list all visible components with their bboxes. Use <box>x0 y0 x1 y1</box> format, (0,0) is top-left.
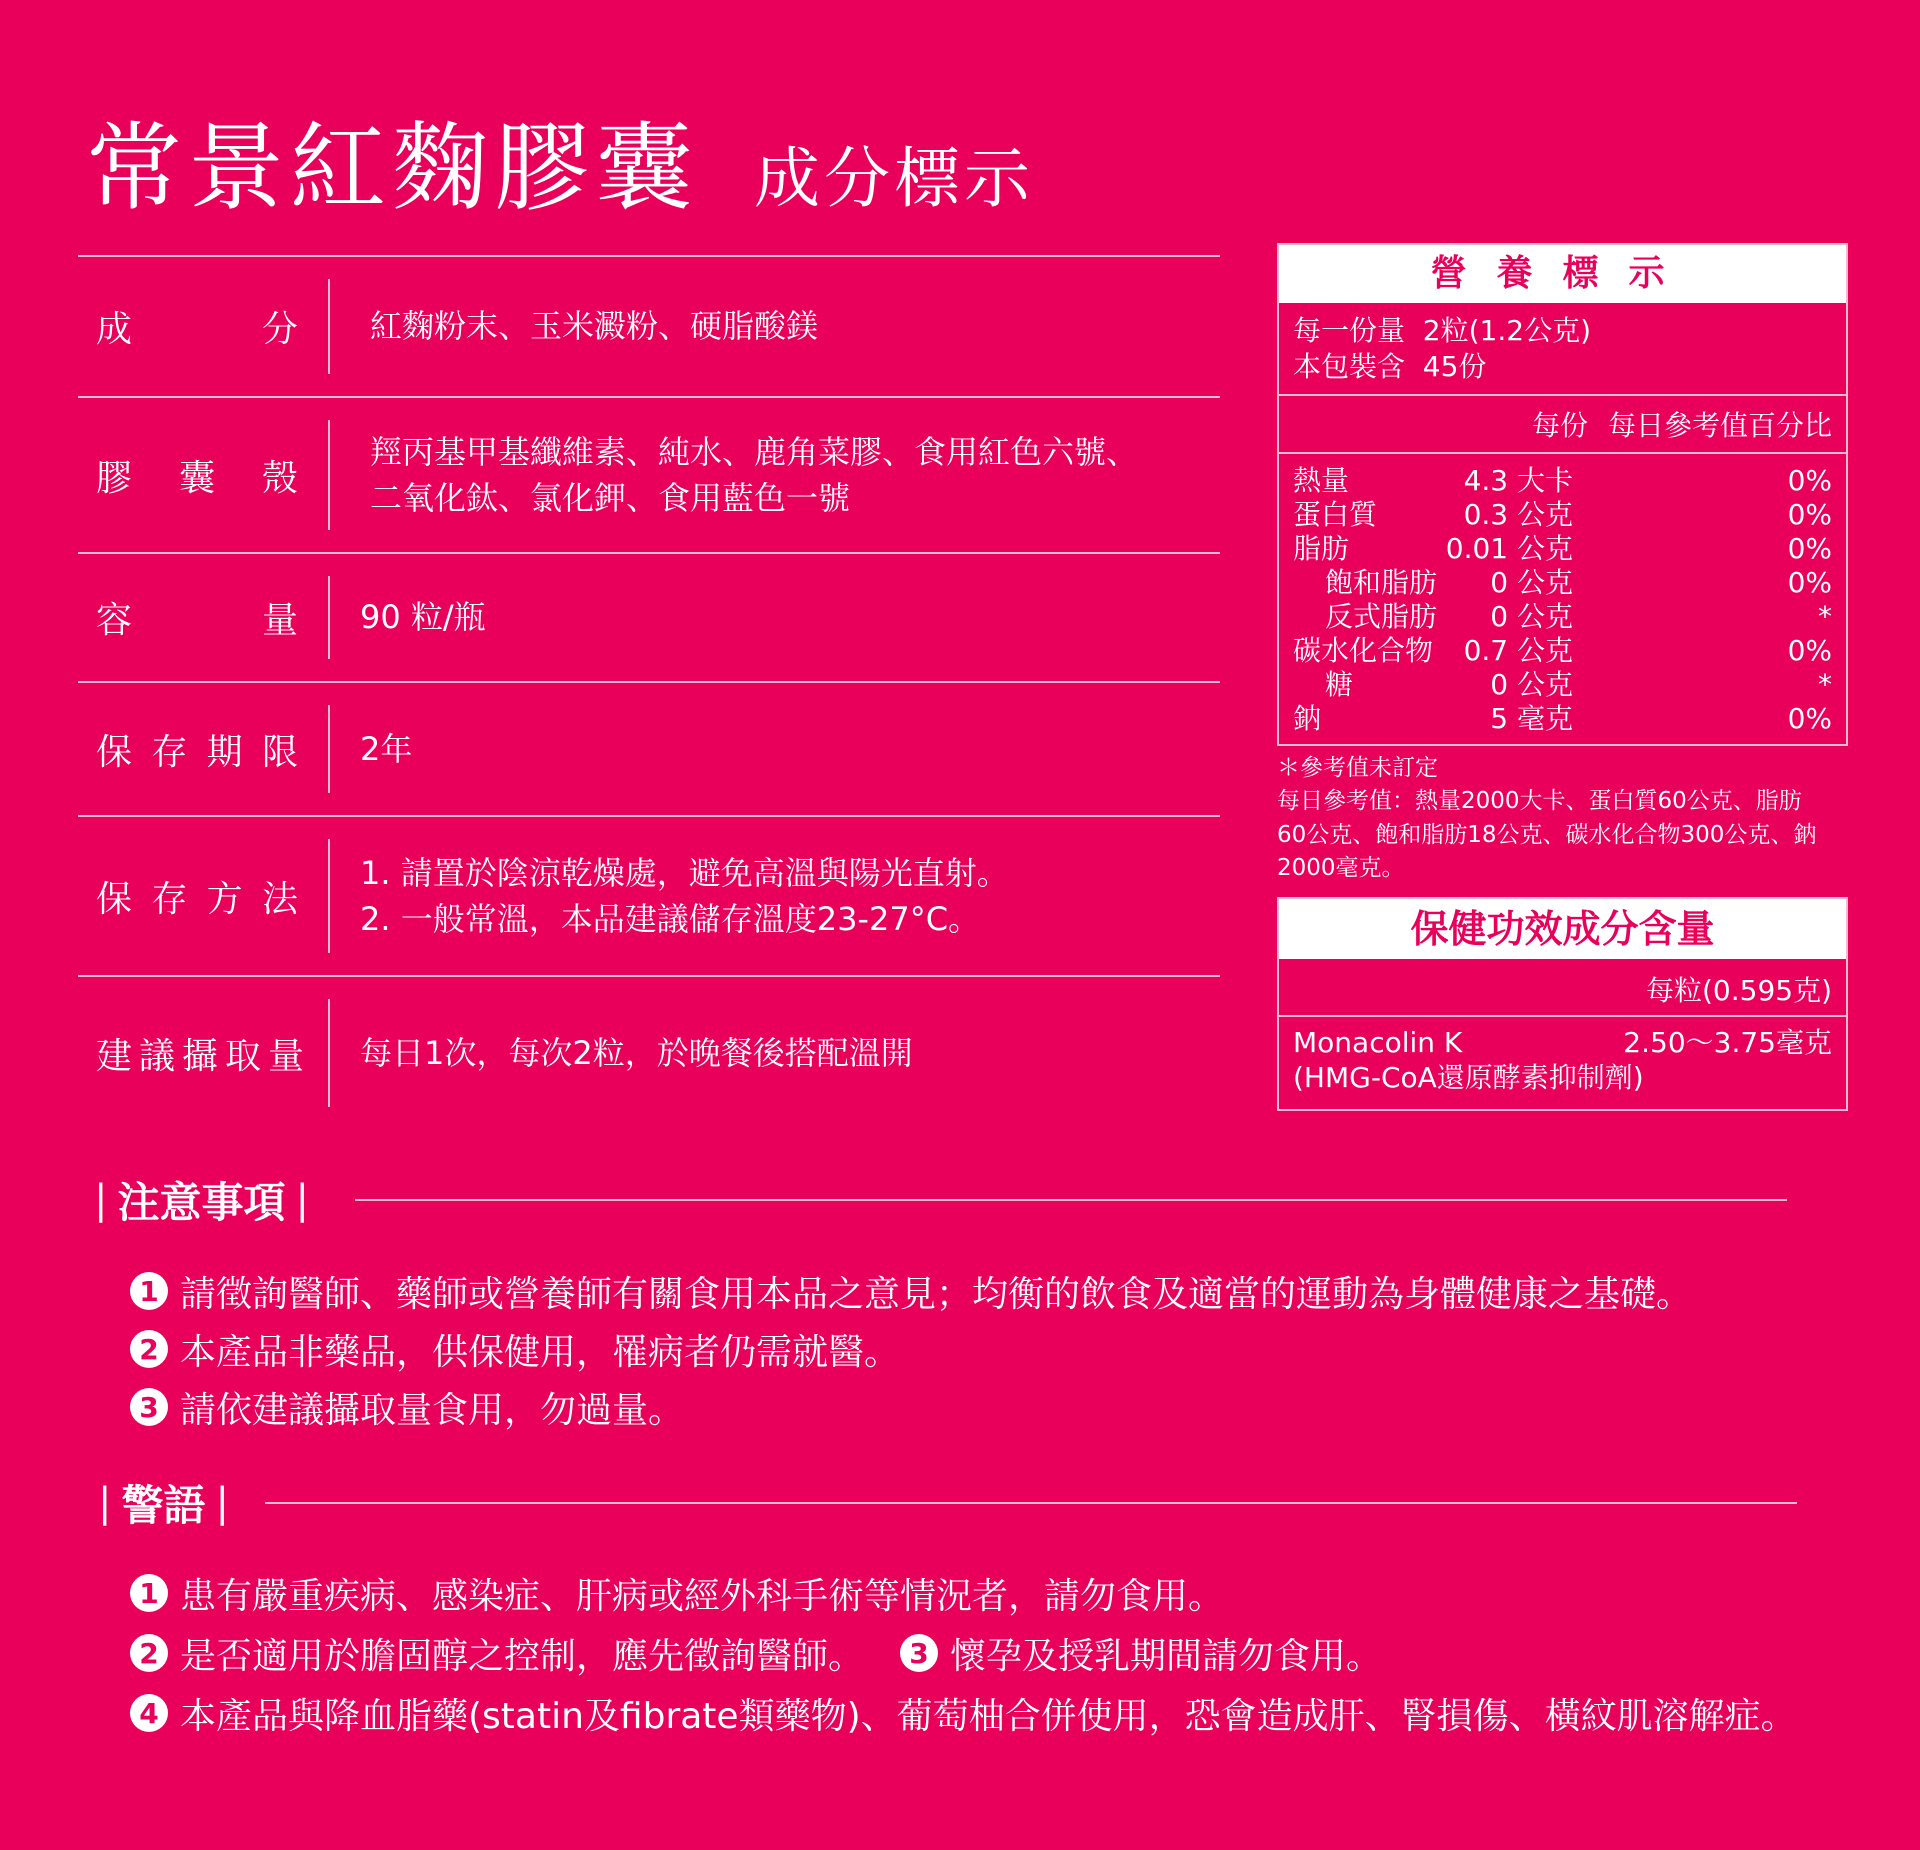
nutrition-row: 碳水化合物 0.7 公克 0% <box>1293 633 1832 667</box>
notice-title: 注意事項 <box>117 1178 286 1227</box>
title-subtitle: 成分標示 <box>754 140 1034 217</box>
spec-value: 紅麴粉末、玉米澱粉、硬脂酸鎂 <box>370 307 819 346</box>
serving-info: 每一份量 2粒(1.2公克) 本包裝含 45份 <box>1279 303 1846 396</box>
warning-title: 警語 <box>121 1481 206 1530</box>
list-item: 1 患有嚴重疾病、感染症、肝病或經外科手術等情況者，請勿食用。 <box>130 1563 1797 1623</box>
spec-value: 羥丙基甲基纖維素、純水、鹿角菜膠、食用紅色六號、 二氧化鈦、氯化鉀、食用藍色一號 <box>370 432 1139 517</box>
ingredient-amount: 2.50～3.75毫克 <box>1623 1026 1832 1059</box>
nutrition-row: 飽和脂肪 0 公克 0% <box>1325 565 1832 599</box>
notice-list <box>130 1262 1692 1436</box>
spec-value: 1. 請置於陰涼乾燥處，避免高溫與陽光直射。 2. 一般常溫，本品建議儲存溫度23-27°C。 <box>360 853 1009 938</box>
per-capsule-unit: 每粒(0.595克) <box>1279 959 1846 1017</box>
warning-list <box>130 1563 1797 1743</box>
nutrition-footnote: ＊參考值未訂定 每日參考值：熱量2000大卡、蛋白質60公克、脂肪 60公克、飽和脂肪18公克、碳水化合物300公克、鈉 2000毫克。 <box>1277 755 1817 882</box>
list-item: 1 請徵詢醫師、藥師或營養師有關食用本品之意見；均衡的飲食及適當的運動為身體健康之基礎。 <box>130 1262 1692 1320</box>
ingredient-name: Monacolin K <box>1293 1026 1463 1059</box>
spec-label: 建 議 攝 取 量 <box>96 1035 304 1077</box>
list-item: 2 是否適用於膽固醇之控制，應先徵詢醫師。 3 懷孕及授乳期間請勿食用。 <box>130 1623 1797 1683</box>
number-badge-icon: 2 <box>130 1330 168 1368</box>
nutrition-column-headers: 每份 每日參考值百分比 <box>1279 396 1846 454</box>
spec-row-dosage <box>78 977 1220 1129</box>
number-badge-icon: 3 <box>900 1634 938 1672</box>
warning-heading: | 警語 | <box>98 1473 1797 1533</box>
number-badge-icon: 2 <box>130 1634 168 1672</box>
heading-rule <box>265 1502 1797 1504</box>
nutrition-row: 熱量 4.3 大卡 0% <box>1293 463 1832 497</box>
spec-label: 保 存 方 法 <box>96 878 298 920</box>
number-badge-icon: 4 <box>130 1694 168 1732</box>
spec-label: 膠 囊 殼 <box>96 457 298 499</box>
spec-label: 保 存 期 限 <box>96 731 298 773</box>
spec-label: 容 量 <box>96 600 298 641</box>
spec-value: 90 粒/瓶 <box>360 598 486 637</box>
nutrition-row: 反式脂肪 0 公克 * <box>1325 599 1832 633</box>
nutrition-row: 脂肪 0.01 公克 0% <box>1293 531 1832 565</box>
nutrition-row: 糖 0 公克 * <box>1325 667 1832 701</box>
page-title <box>86 92 1034 229</box>
list-item: 3 請依建議攝取量食用，勿過量。 <box>130 1378 1692 1436</box>
spec-row-capacity <box>78 554 1220 683</box>
ingredient-spec-table <box>78 255 1220 1129</box>
nutrition-row: 鈉 5 毫克 0% <box>1293 701 1832 735</box>
nutrition-row: 蛋白質 0.3 公克 0% <box>1293 497 1832 531</box>
spec-row-ingredients <box>78 257 1220 398</box>
spec-row-storage <box>78 817 1220 977</box>
functional-ingredient-header: 保健功效成分含量 <box>1279 899 1846 959</box>
functional-ingredient-box <box>1277 897 1848 1111</box>
spec-label: 成 分 <box>96 309 298 350</box>
number-badge-icon: 3 <box>130 1388 168 1426</box>
heading-rule <box>355 1199 1787 1201</box>
ingredient-note: (HMG-CoA還原酵素抑制劑) <box>1293 1061 1644 1094</box>
nutrition-rows <box>1279 454 1846 744</box>
number-badge-icon: 1 <box>130 1272 168 1310</box>
spec-value: 每日1次，每次2粒，於晚餐後搭配溫開 <box>360 1033 913 1072</box>
product-name: 常景紅麴膠囊 <box>86 112 698 224</box>
nutrition-facts-box <box>1277 243 1848 746</box>
nutrition-header: 營養標示 <box>1279 245 1846 303</box>
functional-ingredient-body <box>1279 1017 1846 1109</box>
spec-row-shelf-life <box>78 683 1220 817</box>
notice-heading: | 注意事項 | <box>94 1170 1787 1230</box>
list-item: 2 本產品非藥品，供保健用，罹病者仍需就醫。 <box>130 1320 1692 1378</box>
number-badge-icon: 1 <box>130 1574 168 1612</box>
list-item: 4 本產品與降血脂藥(statin及fibrate類藥物)、葡萄柚合併使用，恐會造成肝、腎損傷、橫紋肌溶解症。 <box>130 1683 1797 1743</box>
spec-row-capsule-shell <box>78 398 1220 554</box>
spec-value: 2年 <box>360 729 413 768</box>
